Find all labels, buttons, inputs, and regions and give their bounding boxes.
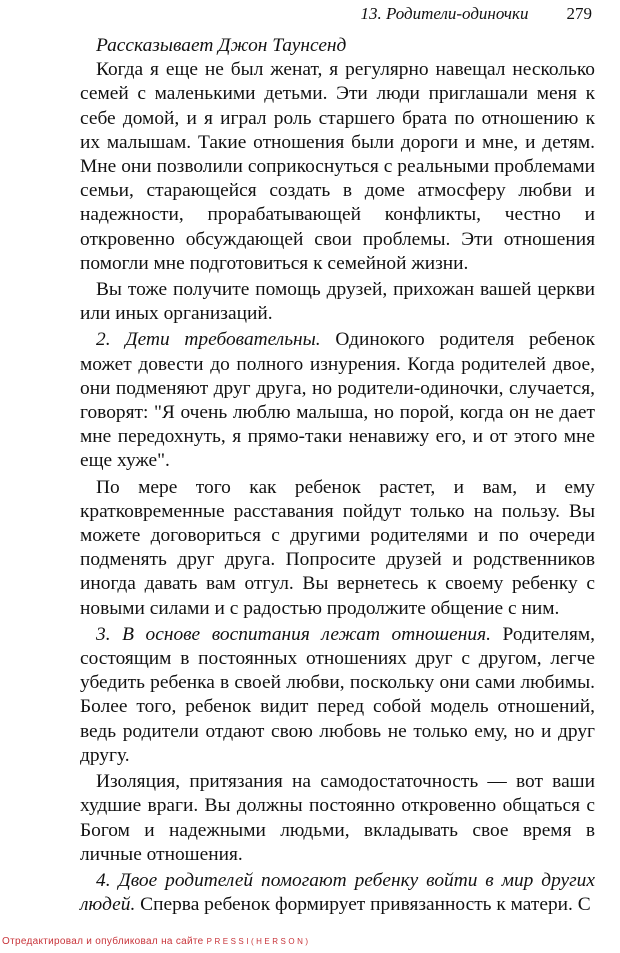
byline: Рассказывает Джон Таунсенд xyxy=(96,35,347,56)
paragraph-1: Когда я еще не был женат, я регулярно навещал несколько семей с маленькими детьми. Эти люди приглашали меня к себе домой, и я играл роль старшего брата по отношению к их малышам. Такие отношения были дороги и мне, и детям. Мне они позволили соприкоснуться с реальными проблемами семьи, старающейся создать в доме атмосферу любви и надежности, прорабатывающей конфликты, честно и откровенно обсуждающей свои проблемы. Эти отношения помогли мне подготовиться к семейной жизни. xyxy=(80,59,595,274)
paragraph-3-lead: 2. Дети требовательны. xyxy=(96,329,321,351)
paragraph-5-text: Родителям, состоящим в постоянных отношениях друг с другом, легче убедить ребенка в своей любви, поскольку они сами любимы. Более того, ребенок видит перед собой модель отношений, ведь родители отдают свою любовь не только ему, но и друг другу. xyxy=(80,623,595,766)
paragraph-3-text: Одинокого родителя ребенок может довести до полного изнурения. Когда родителей двое, они подменяют друг друга, но родители-одиночки, случается, говорят: "Я очень люблю малыша, но порой, когда он не дает мне передохнуть, я прямо-таки ненавижу его, и от этого мне еще хуже". xyxy=(80,329,595,472)
page-header xyxy=(80,3,592,25)
footer-text: Отредактировал и опубликовал на сайте xyxy=(2,936,204,947)
footer-brand: PRESSI(HERSON) xyxy=(206,937,311,946)
paragraph-7-text: Сперва ребенок формирует привязанность к матери. С xyxy=(135,894,591,916)
paragraph-7 xyxy=(80,869,595,917)
page-number: 279 xyxy=(566,4,592,23)
paragraph-4: По мере того как ребенок растет, и вам, и ему кратковременные расставания пойдут только на пользу. Вы можете договориться с другими родителями и по очереди подменять друг друга. Попросите друзей и родственников иногда давать вам отгул. Вы вернетесь к своему ребенку с новыми силами и с радостью продолжите общение с ним. xyxy=(80,476,595,619)
paragraph-2: Вы тоже получите помощь друзей, прихожан вашей церкви или иных организаций. xyxy=(80,279,595,325)
page-body xyxy=(80,34,595,917)
paragraph-5 xyxy=(80,623,595,768)
paragraph-7-lead: 4. Двое родителей помогают ребенку войти в мир других людей. xyxy=(80,869,595,916)
paragraph-6: Изоляция, притязания на самодостаточность — вот ваши худшие враги. Вы должны постоянно откровенно общаться с Богом и надежными людьми, вкладывать свое время в личные отношения. xyxy=(80,771,595,865)
publisher-footer xyxy=(2,936,311,948)
paragraph-3 xyxy=(80,328,595,473)
paragraph-5-lead: 3. В основе воспитания лежат отношения. xyxy=(96,623,491,645)
running-title: 13. Родители-одиночки xyxy=(360,4,529,23)
